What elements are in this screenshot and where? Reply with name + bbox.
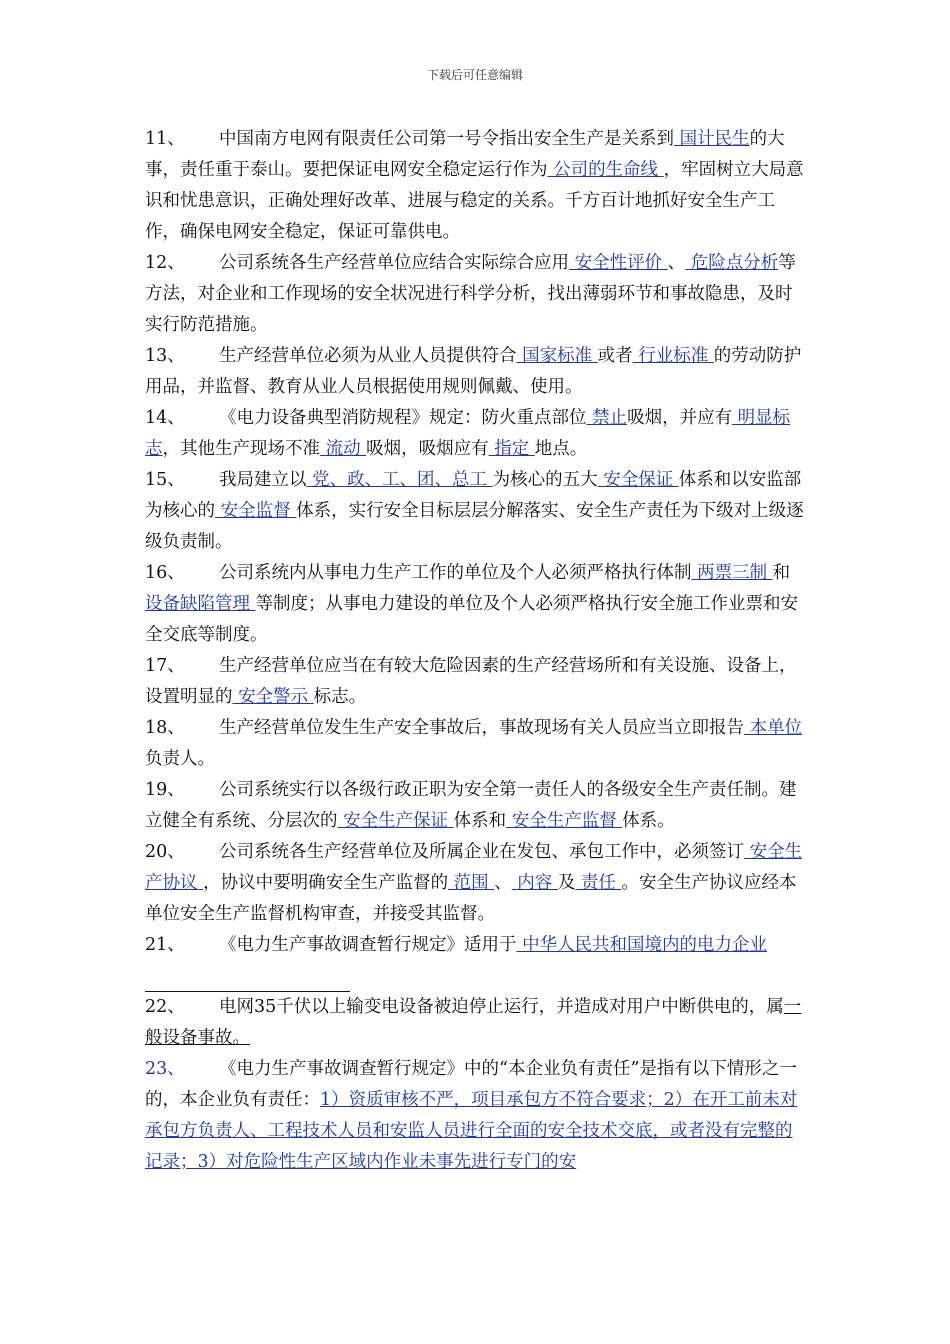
item-text: 等制度；从事电力建设的单位及个人必须严格执行安全施工作业票和安全交底等制度。 [145,594,799,645]
item-text: 生产经营单位发生生产安全事故后，事故现场有关人员应当立即报告 [219,718,744,738]
item-text: 吸烟，吸烟应有 [366,439,489,459]
item-number: 23、 [145,1059,185,1079]
item-text: 《电力设备典型消防规程》规定：防火重点部位 [219,408,587,428]
answer-blank: 国家标准 [516,346,598,366]
list-item-12 [145,248,805,341]
item-text: ，协议中要明确安全生产监督的 [203,873,449,893]
answer-blank: 本单位 [744,718,803,738]
item-text: 负责人。 [145,749,215,769]
answer-blank: 党、政、工、团、总工 [306,470,493,490]
item-number: 18、 [145,718,185,738]
item-number: 22、 [145,997,185,1017]
item-text: 标志。 [313,687,367,707]
item-number: 15、 [145,470,185,490]
list-item-20 [145,837,805,930]
page-header: 下载后可任意编辑 [426,68,523,82]
answer-blank: 安全生产监督 [506,811,623,831]
item-text: 公司系统各生产经营单位应结合实际综合应用 [219,253,569,273]
answer-blank: 1）资质审核不严，项目承包方不符合要求；2）在开工前未对承包方负责人、工程技术人员和安监人员进行全面的安全技术交底，或者没有完整的记录；3）对危险性生产区域内作业未事先进行专门的安 [145,1090,798,1172]
list-item-14 [145,403,805,465]
blank-underline [145,971,350,992]
list-item-21 [145,930,805,992]
question-list [145,124,805,1178]
list-item-11 [145,124,805,248]
answer-blank: 国计民生 [674,129,750,149]
item-text: 的劳动防护用品，并监督、教育从业人员根据使用规则佩戴、使用。 [145,346,802,397]
answer-blank: 安全监督 [215,501,297,521]
answer-blank: 安全警示 [232,687,314,707]
answer-blank: 明显标志 [145,408,791,459]
item-number: 11、 [145,129,185,149]
answer-blank: 安全生产保证 [337,811,454,831]
answer-blank: 设备缺陷管理 [145,594,256,614]
list-item-13 [145,341,805,403]
item-text: 为核心的五大 [492,470,598,490]
item-text: 及 [557,873,576,893]
item-number: 12、 [145,253,185,273]
list-item-17 [145,651,805,713]
answer-blank: 行业标准 [632,346,714,366]
item-number: 13、 [145,346,185,366]
list-item-15 [145,465,805,558]
list-item-16 [145,558,805,651]
answer-blank: 内容 [511,873,558,893]
item-text: 的大事，责任重于泰山。要把保证电网安全稳定运行作为 [145,129,785,180]
item-text: 等方法，对企业和工作现场的安全状况进行科学分析，找出薄弱环节和事故隐患，及时实行防范措施。 [145,253,796,335]
list-item-19 [145,775,805,837]
list-item-23 [145,1054,805,1178]
item-text: 《电力生产事故调查暂行规定》中的“本企业负有责任”是指有以下情形之一的，本企业负有责任： [145,1059,797,1110]
answer-blank: 流动 [320,439,367,459]
item-text: 体系和以安监部为核心的 [145,470,802,521]
item-text: 体系。 [622,811,675,831]
answer-blank: 中华人民共和国境内的电力企业 [516,935,768,955]
item-text: 生产经营单位应当在有较大危险因素的生产经营场所和有关设施、设备上，设置明显的 [145,656,797,707]
item-text: 、 [494,873,512,893]
answer-blank: 安全保证 [597,470,679,490]
item-text: ，牢固树立大局意识和忧患意识，正确处理好改革、进展与稳定的关系。千方百计地抓好安全生产工作，确保电网安全稳定，保证可靠供电。 [145,160,804,242]
item-text: ，其他生产现场不准 [162,439,320,459]
item-text: 和 [772,563,791,583]
item-number: 14、 [145,408,185,428]
answer-blank: 安全生产协议 [145,842,803,893]
item-text: 公司系统内从事电力生产工作的单位及个人必须严格执行体制 [219,563,692,583]
item-text: 电网35千伏以上输变电设备被迫停止运行，并造成对用户中断供电的，属 [219,997,784,1017]
answer-blank: 危险点分析 [685,253,779,273]
item-text: 中国南方电网有限责任公司第一号令指出安全生产是关系到 [219,129,674,149]
list-item-22 [145,992,805,1054]
item-number: 20、 [145,842,185,862]
item-text: 体系和 [453,811,507,831]
answer-blank: 安全性评价 [569,253,668,273]
item-text: 体系，实行安全目标层层分解落实、安全生产责任为下级对上级逐级负责制。 [145,501,804,552]
answer-blank: 禁止 [586,408,628,428]
item-text: 或者 [597,346,633,366]
answer-blank: 责任 [575,873,622,893]
item-text: 公司系统各生产经营单位及所属企业在发包、承包工作中，必须签订 [219,842,744,862]
answer-blank: 指定 [488,439,535,459]
item-text: 《电力生产事故调查暂行规定》适用于 [219,935,517,955]
answer-blank: 范围 [448,873,495,893]
list-item-18 [145,713,805,775]
item-text: 生产经营单位必须为从业人员提供符合 [219,346,517,366]
item-text: 公司系统实行以各级行政正职为安全第一责任人的各级安全生产责任制。建立健全有系统、分层次的 [145,780,797,831]
item-number: 19、 [145,780,185,800]
item-text: 、 [667,253,686,273]
item-number: 17、 [145,656,185,676]
item-text: 吸烟，并应有 [627,408,733,428]
answer-blank: 一般设备事故。 [145,997,802,1048]
item-text: 。安全生产协议应经本单位安全生产监督机构审查，并接受其监督。 [145,873,797,924]
item-number: 21、 [145,935,185,955]
answer-blank: 公司的生命线 [547,160,664,180]
item-text: 我局建立以 [219,470,307,490]
item-number: 16、 [145,563,185,583]
item-text: 地点。 [534,439,588,459]
answer-blank: 两票三制 [691,563,773,583]
